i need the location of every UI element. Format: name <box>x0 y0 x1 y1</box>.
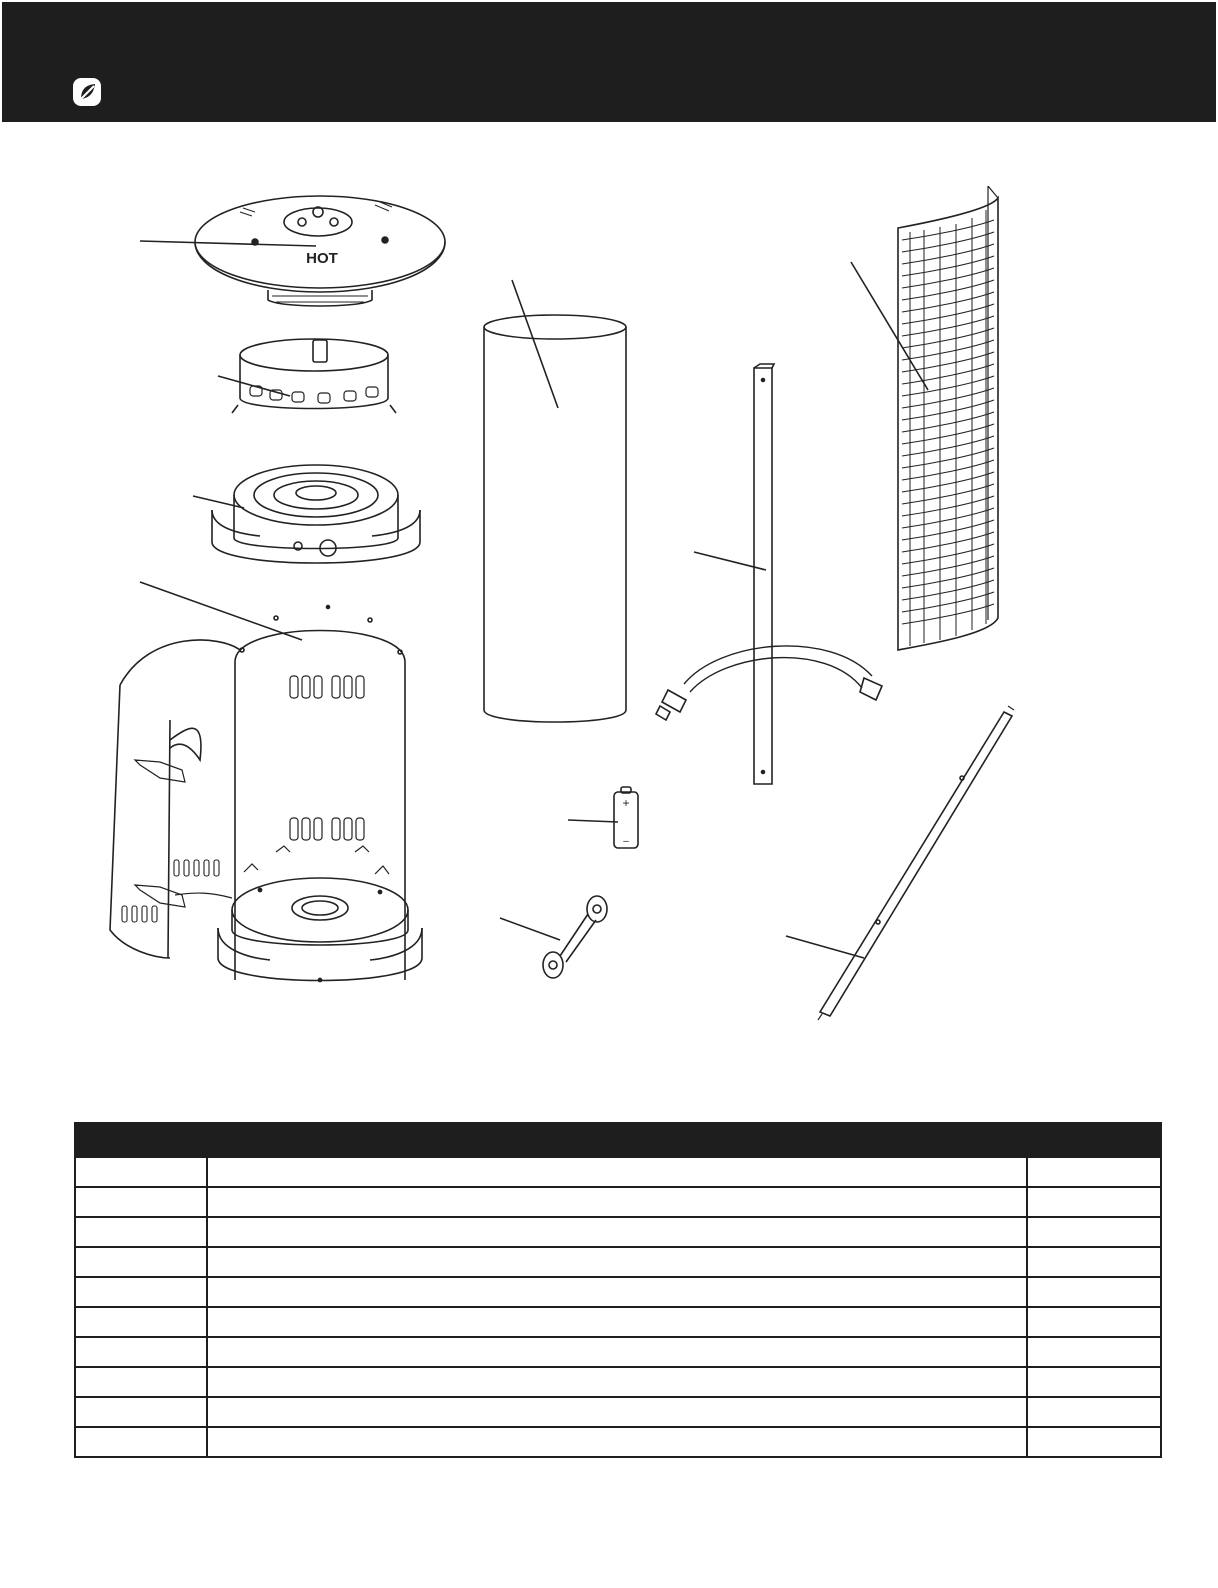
table-cell <box>75 1307 207 1337</box>
part-body-panel <box>235 606 405 981</box>
table-row <box>75 1247 1161 1277</box>
part-base <box>175 846 422 982</box>
leader-line-stabilizer-rod <box>786 936 864 958</box>
table-cell <box>75 1397 207 1427</box>
table-cell <box>1027 1367 1161 1397</box>
table-header-cell <box>75 1123 207 1157</box>
leader-line-glass-tube <box>512 280 558 408</box>
table-cell <box>207 1307 1027 1337</box>
leader-line-battery <box>568 820 618 822</box>
leader-line-support-pole <box>694 552 766 570</box>
table-cell <box>207 1277 1027 1307</box>
parts-list-table <box>74 1122 1162 1458</box>
table-cell <box>75 1247 207 1277</box>
part-heat-guard <box>898 186 998 650</box>
table-cell <box>1027 1397 1161 1427</box>
part-battery <box>614 787 638 848</box>
leader-line-heat-guard <box>851 262 928 390</box>
table-row <box>75 1337 1161 1367</box>
table-cell <box>207 1157 1027 1187</box>
leader-line-wheel-axle <box>500 918 560 940</box>
table-cell <box>75 1367 207 1397</box>
table-cell <box>1027 1427 1161 1457</box>
table-cell <box>1027 1247 1161 1277</box>
table-cell <box>207 1247 1027 1277</box>
exploded-parts-diagram <box>0 150 1218 1050</box>
part-glass-tube <box>484 315 626 722</box>
table-cell <box>207 1427 1027 1457</box>
table-cell <box>207 1367 1027 1397</box>
table-header-cell <box>207 1123 1027 1157</box>
table-header-row <box>75 1123 1161 1157</box>
leader-line-body-panel <box>140 582 302 640</box>
table-cell <box>207 1397 1027 1427</box>
table-cell <box>75 1157 207 1187</box>
table-cell <box>75 1187 207 1217</box>
table-cell <box>207 1337 1027 1367</box>
table-row <box>75 1427 1161 1457</box>
part-support-pole <box>754 364 774 784</box>
table-cell <box>75 1217 207 1247</box>
table-row <box>75 1397 1161 1427</box>
table-cell <box>1027 1187 1161 1217</box>
part-rear-panel <box>110 640 240 958</box>
part-mounting-ring <box>232 339 396 413</box>
table-header-cell <box>1027 1123 1161 1157</box>
part-burner-assembly <box>212 465 420 563</box>
battery-minus-label: – <box>623 836 629 847</box>
table-row <box>75 1307 1161 1337</box>
table-row <box>75 1217 1161 1247</box>
part-stabilizer-rod <box>818 706 1014 1020</box>
table-cell <box>75 1337 207 1367</box>
table-row <box>75 1157 1161 1187</box>
table-cell <box>1027 1277 1161 1307</box>
table-cell <box>1027 1337 1161 1367</box>
table-cell <box>207 1217 1027 1247</box>
table-cell <box>1027 1157 1161 1187</box>
table-cell <box>1027 1217 1161 1247</box>
leader-line-mounting-ring <box>218 376 290 396</box>
battery-plus-label: + <box>622 796 630 810</box>
table-row <box>75 1187 1161 1217</box>
table-cell <box>75 1427 207 1457</box>
part-reflector-top <box>195 196 445 306</box>
leaf-slash-logo-icon <box>72 77 102 107</box>
table-row <box>75 1367 1161 1397</box>
table-cell <box>1027 1307 1161 1337</box>
table-cell <box>75 1277 207 1307</box>
hot-label: HOT <box>306 250 338 267</box>
header-bar <box>2 2 1216 122</box>
table-row <box>75 1277 1161 1307</box>
table-cell <box>207 1187 1027 1217</box>
part-gas-hose <box>656 646 882 720</box>
